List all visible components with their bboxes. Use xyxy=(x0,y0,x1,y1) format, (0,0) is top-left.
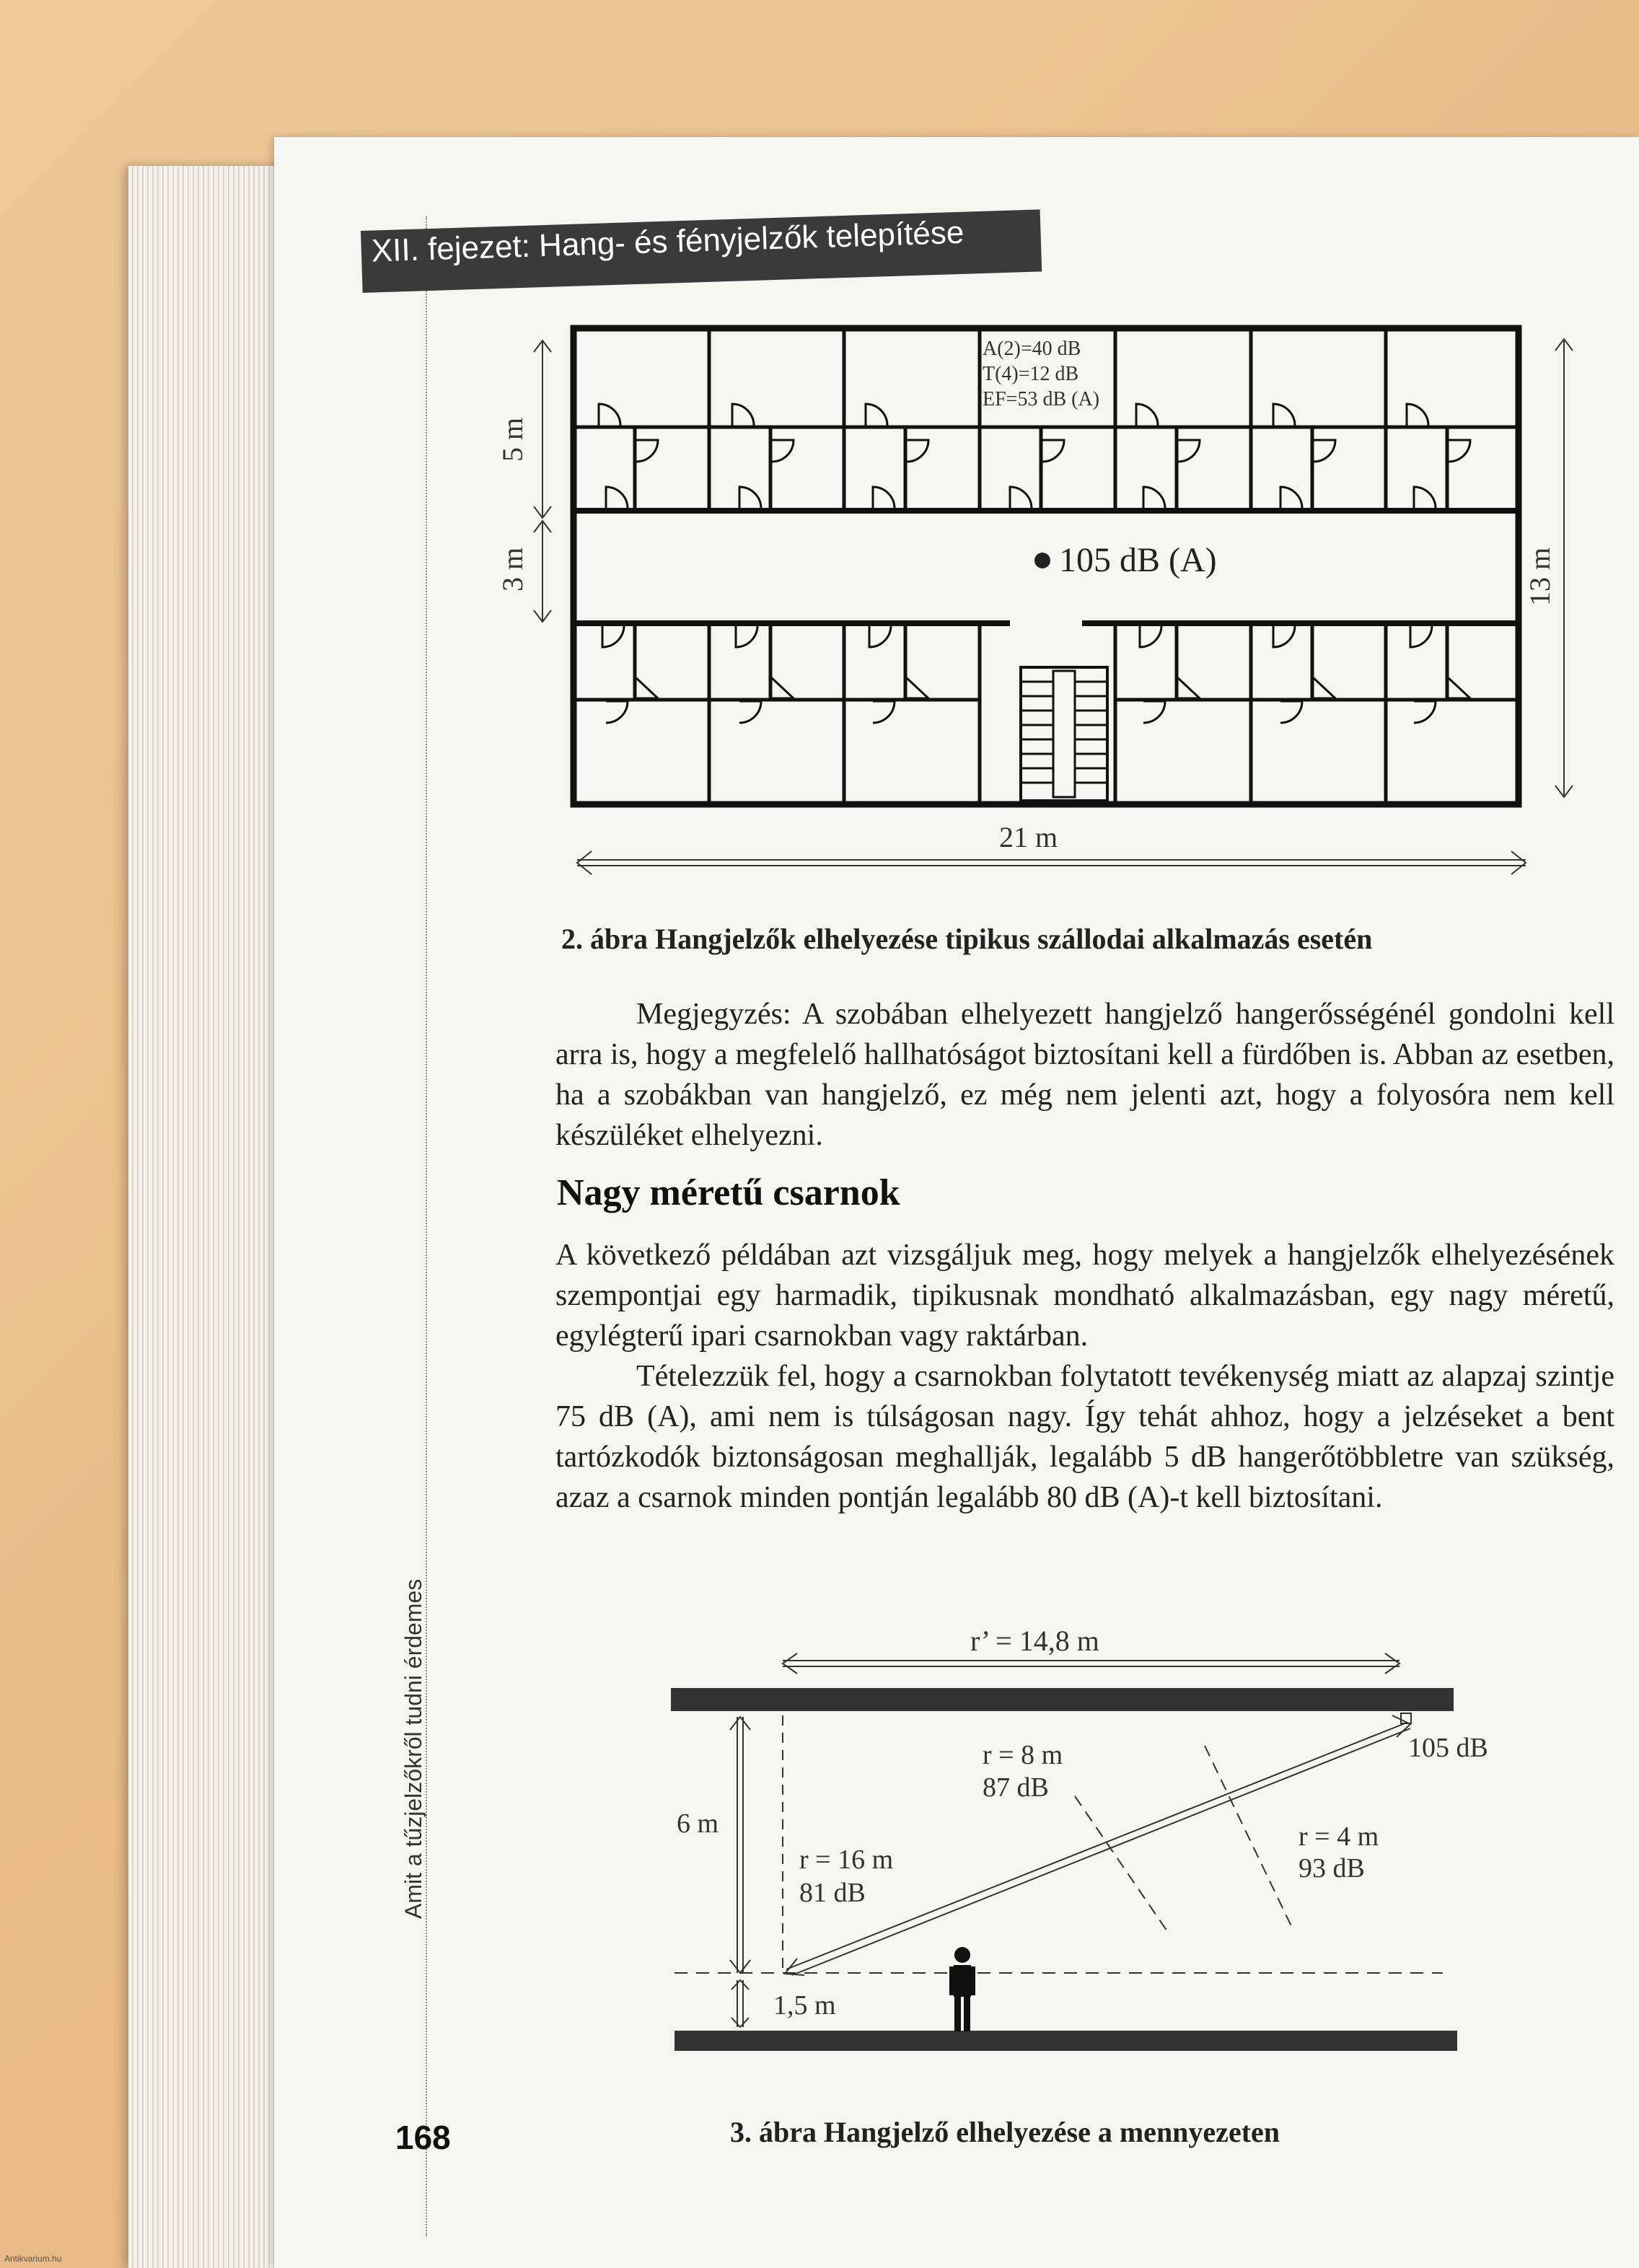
label-height-15m: 1,5 m xyxy=(773,1990,836,2021)
sounder-dot xyxy=(1034,553,1050,568)
figure-3-hall-section xyxy=(0,1616,1639,2164)
floor-slab xyxy=(675,2031,1457,2051)
note-paragraph xyxy=(555,994,1614,1156)
label-r4: r = 4 m xyxy=(1299,1821,1379,1852)
paragraph-1: A következő példában azt vizsgáljuk meg, hogy melyek a hangjelzők elhelyezésének szempontjai egy harmadik, tipikusnak mondható alkalmazásban, egy nagy méretű, egylégterű ipari csarnokban vagy raktárban. xyxy=(555,1239,1614,1353)
note-text: Megjegyzés: A szobában elhelyezett hangjelző hangerősségénél gondolni kell arra is, hogy a megfelelő hallhatóságot biztosítani kell a fürdőben is. Abban az esetben, ha a szobákban van hangjelző, ez még nem jelenti azt, hogy a folyosóra nem kell készüléket elhelyezni. xyxy=(555,998,1614,1152)
chapter-title: XII. fejezet: Hang- és fényjelzők telepítése xyxy=(371,214,965,269)
paragraph-2: Tételezzük fel, hogy a csarnokban folytatott tevékenység miatt az alapzaj szintje 75 dB (A), ami nem is túlságosan nagy. Így tehát ahhoz, hogy a jelzéseket a bent tartózkodók biztonságosan meghallják, legalább 5 dB hangerőtöbbletre van szükség, azaz a csarnok minden pontján legalább 80 dB (A)-t kell biztosítani. xyxy=(555,1360,1614,1514)
label-source-105: 105 dB xyxy=(1408,1733,1488,1763)
label-t4: T(4)=12 dB xyxy=(983,363,1079,385)
dim-13m: 13 m xyxy=(1524,547,1556,606)
label-93db: 93 dB xyxy=(1299,1853,1365,1884)
ceiling-slab xyxy=(671,1688,1454,1711)
figure-3-caption: 3. ábra Hangjelző elhelyezése a mennyezeten xyxy=(730,2116,1280,2148)
figure-2-floor-plan xyxy=(0,0,1639,967)
source-level: 105 dB (A) xyxy=(1059,541,1217,579)
dim-5m: 5 m xyxy=(496,417,529,462)
label-ef: EF=53 dB (A) xyxy=(983,388,1100,410)
dim-3m: 3 m xyxy=(496,547,529,592)
label-87db: 87 dB xyxy=(983,1772,1049,1803)
section-heading: Nagy méretű csarnok xyxy=(557,1172,900,1213)
dim-21m: 21 m xyxy=(999,821,1058,853)
main-text xyxy=(555,1235,1614,1518)
label-height-6m: 6 m xyxy=(677,1808,719,1839)
label-81db: 81 dB xyxy=(799,1878,866,1908)
label-r16: r = 16 m xyxy=(799,1845,894,1875)
page-number: 168 xyxy=(395,2119,451,2156)
label-r8: r = 8 m xyxy=(983,1740,1063,1770)
person-figure xyxy=(949,1947,975,2031)
figure-2-caption: 2. ábra Hangjelzők elhelyezése tipikus szállodai alkalmazás esetén xyxy=(561,923,1373,955)
label-a2: A(2)=40 dB xyxy=(983,338,1081,360)
watermark: Antikvarium.hu xyxy=(4,2254,62,2264)
side-title: Amit a tűzjelzőkről tudni érdemes xyxy=(400,1578,426,1919)
label-r-prime: r’ = 14,8 m xyxy=(970,1625,1099,1657)
